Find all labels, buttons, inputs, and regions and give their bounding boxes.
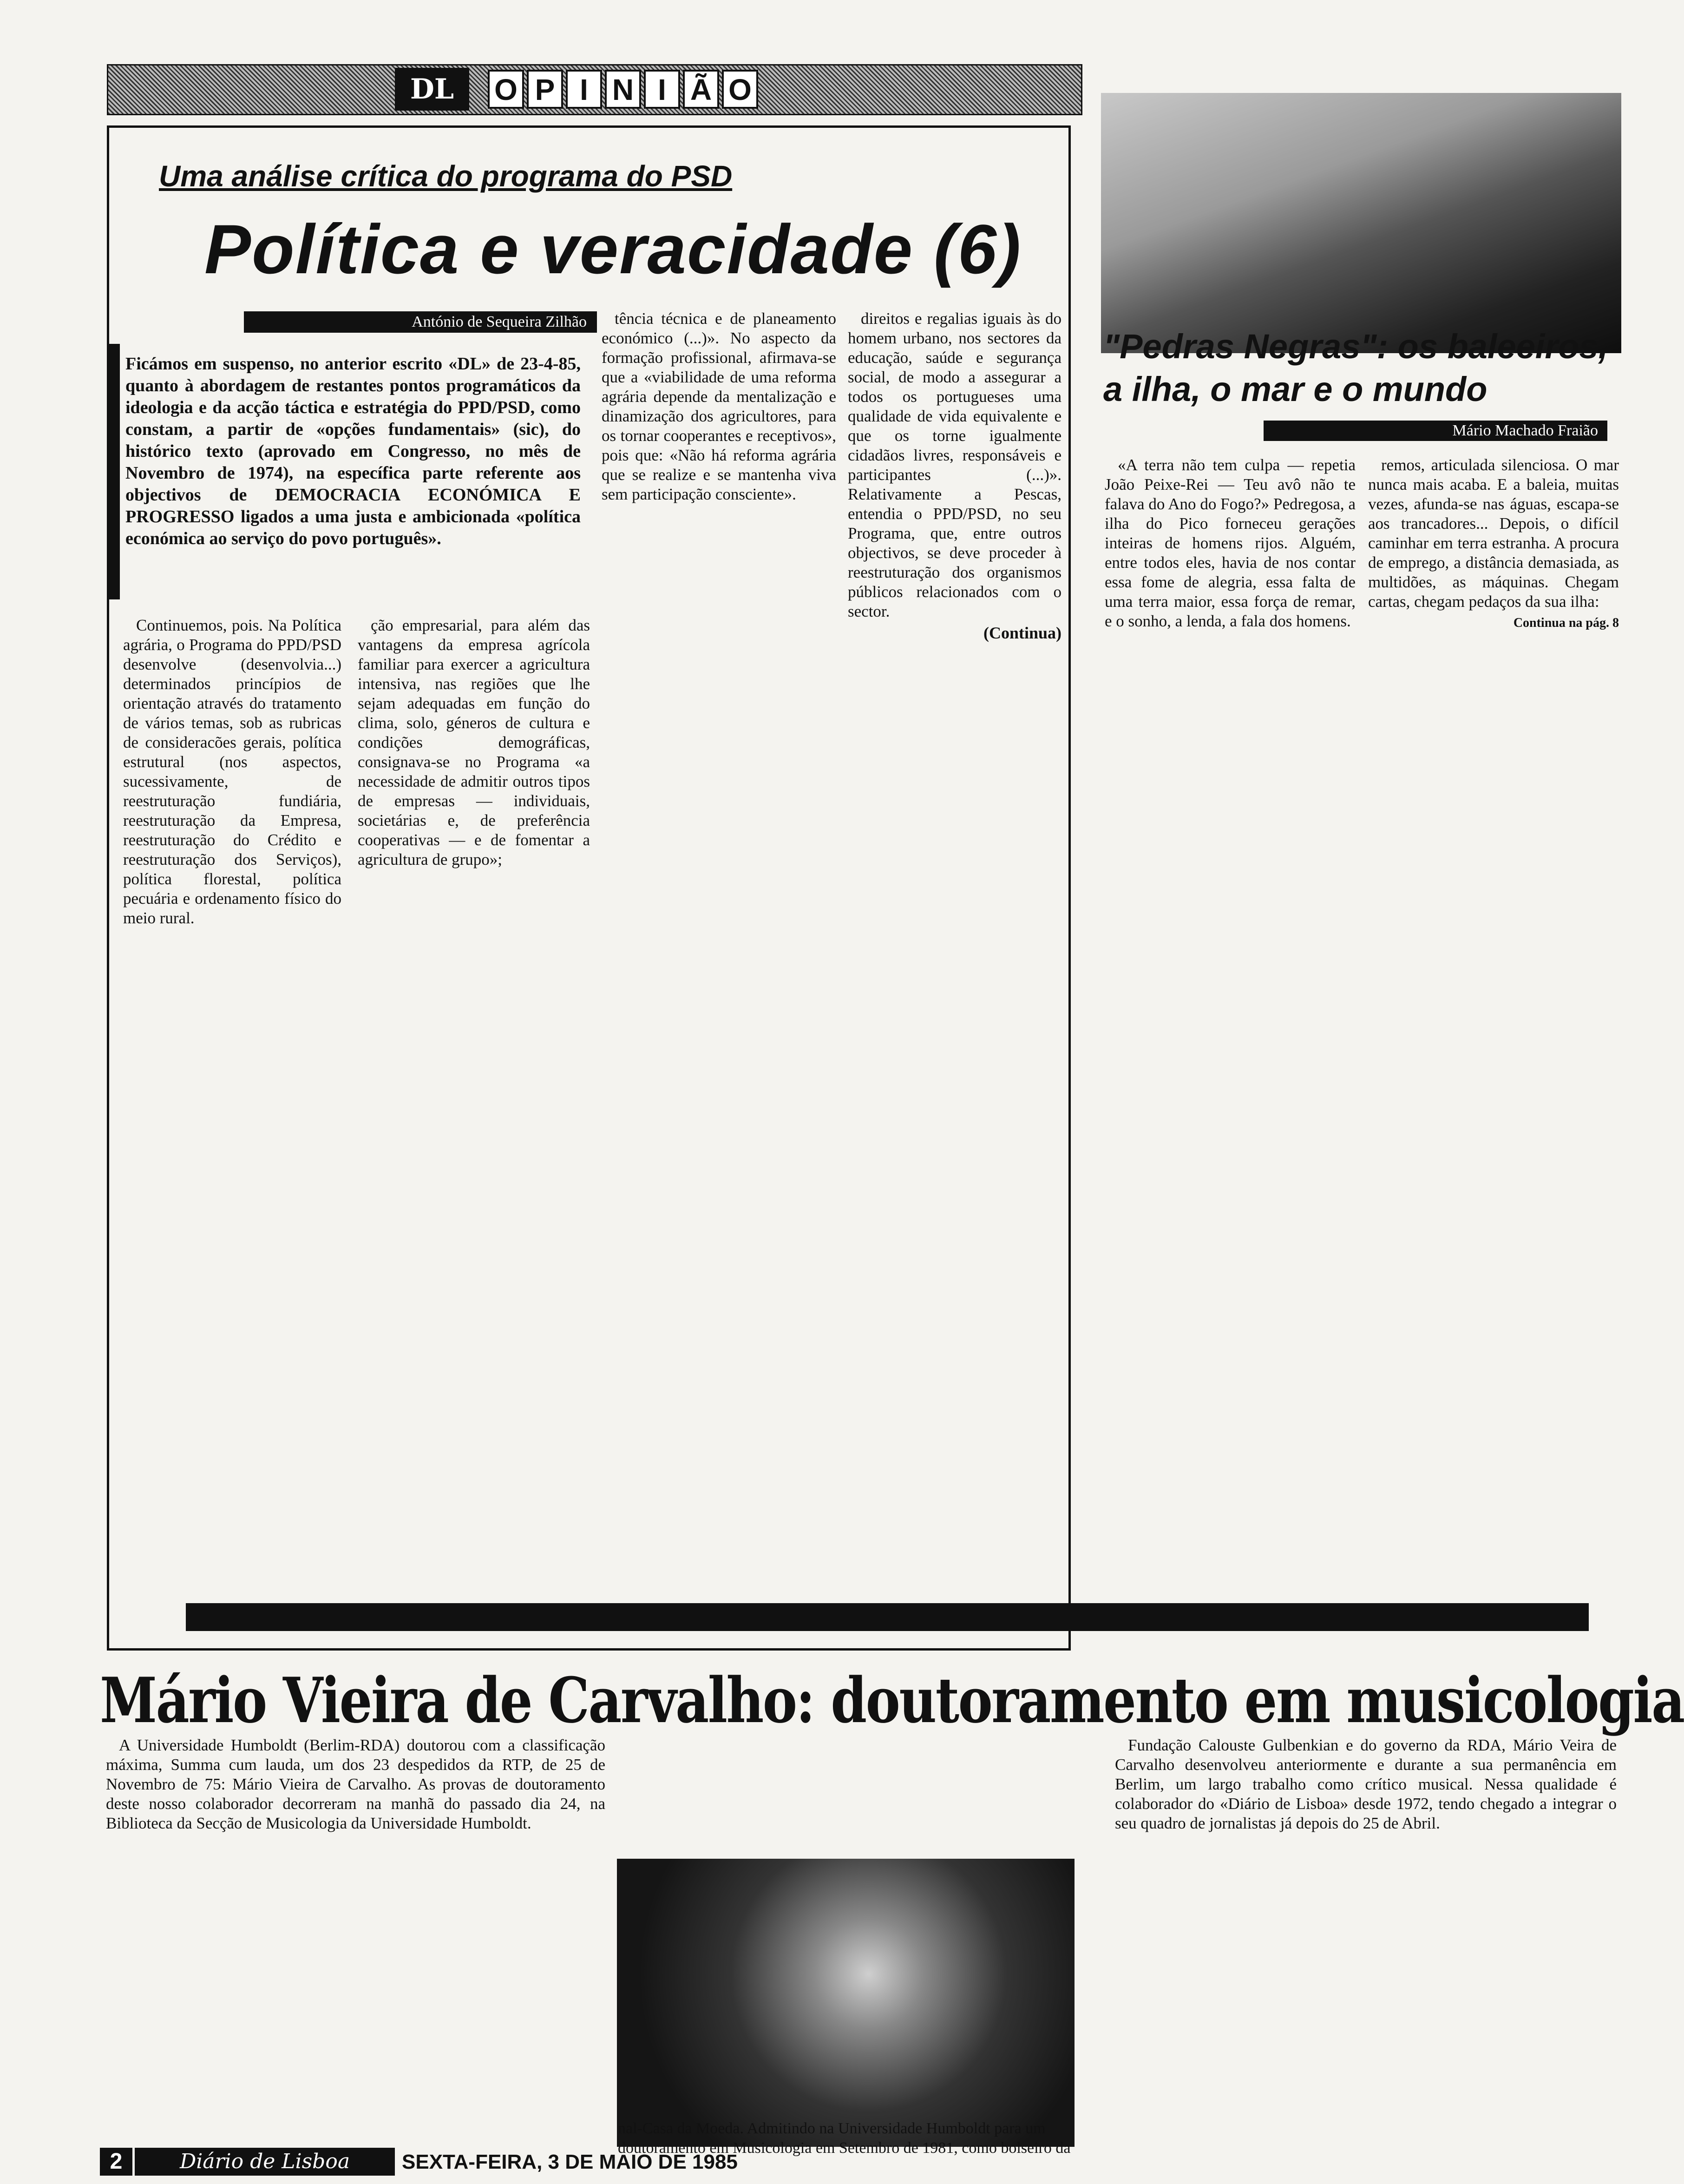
portrait-photo [617, 1859, 1075, 2157]
photo-caption: nal-Casa da Moeda. Admitindo na Universidade Humboldt para um doutoramento em Musicologia em Setembro de 1981, como bolseiro da [618, 2120, 1071, 2157]
article-lead: Ficámos em suspenso, no anterior escrito «DL» de 23-4-85, quanto à abordagem de restantes pontos programáticos da ideologia e da acção táctica e estratégia do PPD/PSD, como constam, a partir de «opções fundamentais» (sic), do histórico texto (aprovado em Congresso, no mês de Novembro de 1974), na específica parte referente aos objectivos de DEMOCRACIA ECONÓMICA E PROGRESSO ligados a uma justa e ambicionada «política económica ao serviço do povo português». [125, 354, 581, 548]
article-column-2: ção empresarial, para além das vantagens da empresa agrícola familiar para exercer a agricultura intensiva, nas regiões que lhe sejam adequadas em função do clima, solo, géneros de cultura e condições demográficas, consignava-se no Programa «a necessidade de admitir outros tipos de empresas — individuais, societárias e, de preferência cooperativas — e de fomentar a agricultura de grupo»; [358, 616, 590, 868]
article-headline: Política e veracidade (6) [204, 210, 1022, 288]
section-letter: Ã [683, 70, 719, 109]
continua-label: (Continua) [983, 624, 1062, 642]
second-column-3: Fundação Calouste Gulbenkian e do governo da RDA, Mário Veira de Carvalho desenvolveu anteriormente e durante a sua permanência em Berlim, um largo trabalho como crítico musical. Nessa qualidade é colaborador do «Diário de Lisboa» desde 1972, tendo chegado a integrar o seu quadro de jornalistas já depois do 25 de Abril. [1115, 1736, 1617, 1832]
second-column-1: A Universidade Humboldt (Berlim-RDA) doutorou com a classificação máxima, Summa cum lauda, um dos 23 despedidos da RTP, de 25 de Novembro de 75: Mário Vieira de Carvalho. As provas de doutoramento deste nosso colaborador decorreram na manhã do passado dia 24, na Biblioteca da Secção de Musicologia da Universidade Humboldt. [106, 1736, 605, 1832]
separator-bar [186, 1603, 1589, 1631]
section-letter: N [605, 70, 641, 109]
side-headline: "Pedras Negras": os baleeiros, a ilha, o mar e o mundo [1103, 327, 1608, 408]
section-letter: P [527, 70, 563, 109]
second-headline: Mário Vieira de Carvalho: doutoramento em musicologia [100, 1664, 1684, 1737]
side-column-2: remos, articulada silenciosa. O mar nunca mais acaba. E a baleia, muitas vezes, afunda-se nas águas, escapa-se aos trancadores... Depois, o difícil caminhar em terra estranha. A procura de emprego, a distância demasiada, as multidões, as máquinas. Chegam cartas, chegam pedaços da sua ilha: Continua na pág. 8 [1368, 455, 1619, 1596]
article-byline: António de Sequeira Zilhão [244, 311, 597, 333]
coast-photo [1101, 93, 1621, 353]
section-letter: O [488, 70, 524, 109]
section-letter: I [644, 70, 680, 109]
issue-date: SEXTA-FEIRA, 3 DE MAIO DE 1985 [402, 2151, 738, 2173]
paper-name: Diário de Lisboa [135, 2148, 395, 2176]
side-column-1: «A terra não tem culpa — repetia João Peixe-Rei — Teu avô não te falava do Ano do Fogo?» Pedregosa, a ilha do Pico forneceu gerações inteiras de homens rijos. Alguém, entre todos eles, havia de nos contar essa fome de alegria, essa falta de uma terra maior, essa força de remar, e o sonho, a lenda, a fala dos homens. [1105, 456, 1356, 630]
article-column-4: direitos e regalias iguais às do homem urbano, nos sectores da educação, saúde e segurança social, de modo a assegurar a todos os portugueses uma qualidade de vida equivalente e que os torne igualmente cidadãos livres, responsáveis e participantes (...)». Relativamente a Pescas, entendia o PPD/PSD, no seu Programa, que, entre outros objectivos, se deve proceder à reestruturação dos organismos públicos relacionados com o sector. (Continua) [848, 309, 1062, 642]
continua-na-pag: Continua na pág. 8 [1513, 616, 1619, 630]
section-letter: I [566, 70, 602, 109]
article-column-1: Continuemos, pois. Na Política agrária, o Programa do PPD/PSD desenvolve (desenvolvia...) determinados princípios de orientação através do tratamento de vários temas, sob as rubricas de consideracões gerais, política estrutural (nos aspectos, sucessivamente, de reestruturação fundiária, reestruturação da Empresa, reestruturação do Crédito e reestruturação dos Serviços), política florestal, política pecuária e ordenamento físico do meio rural. [123, 616, 341, 927]
page-footer [100, 2148, 1494, 2177]
section-letter: O [722, 70, 758, 109]
section-masthead [107, 64, 1082, 115]
page-number: 2 [100, 2148, 132, 2176]
article-column-3: tência técnica e de planeamento económico (...)». No aspecto da formação profissional, afirmava-se que a «viabilidade de uma reforma agrária depende da mentalização e dinamização dos agricultores, para os tornar cooperantes e receptivos», pois que: «Não há reforma agrária que se realize e se mantenha viva sem participação consciente». [602, 309, 836, 503]
dl-logo: DL [395, 68, 469, 111]
side-byline: Mário Machado Fraião [1264, 421, 1607, 441]
article-kicker: Uma análise crítica do programa do PSD [159, 159, 733, 193]
